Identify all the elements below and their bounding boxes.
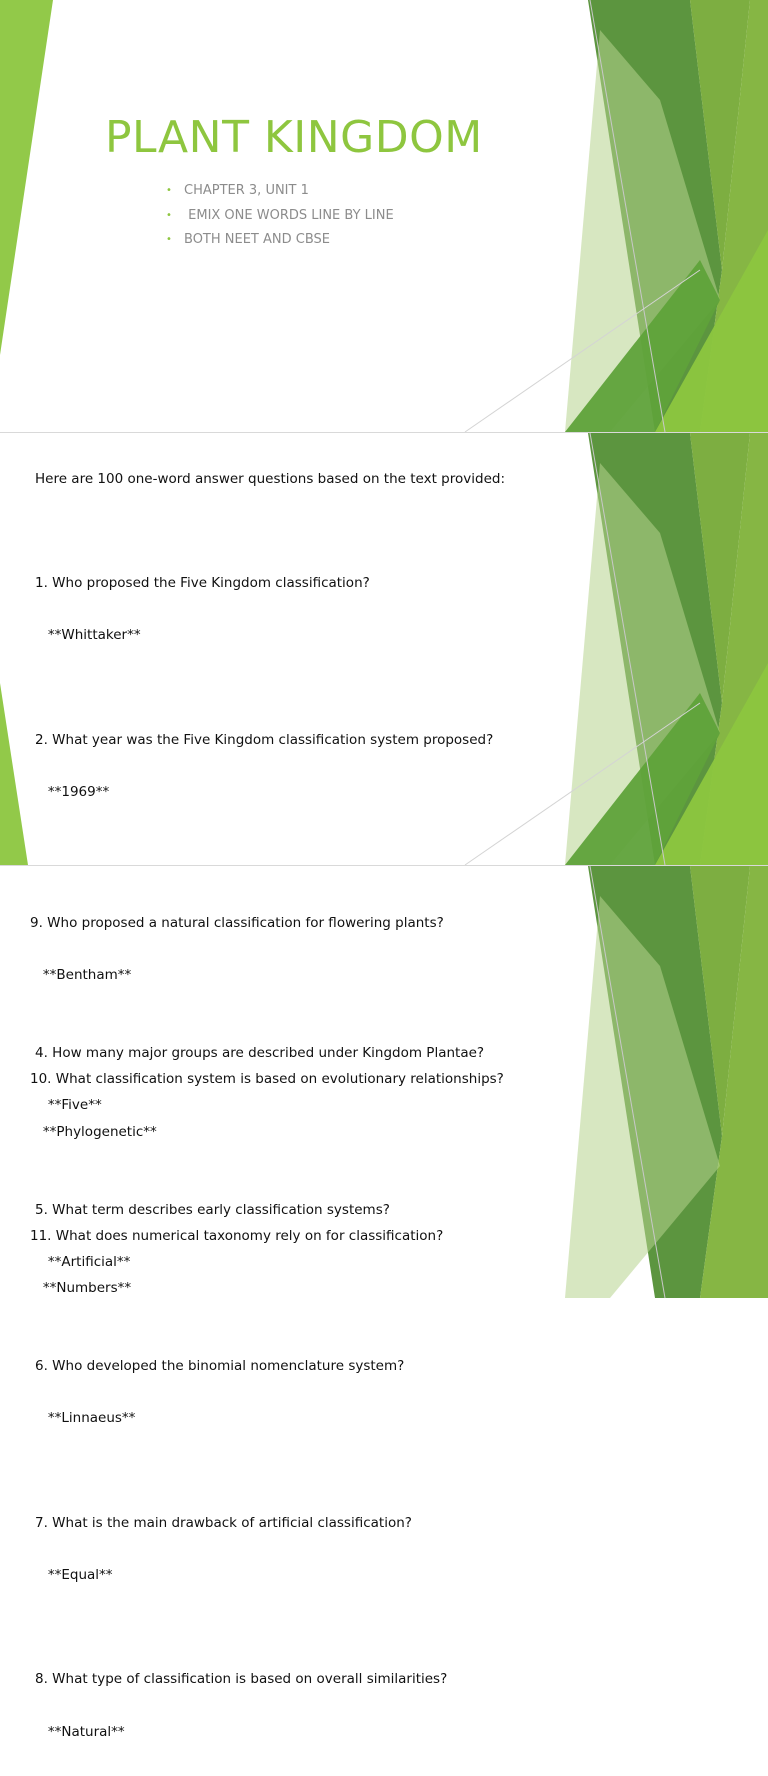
bullet-item [166,206,394,231]
question-text: 4. How many major groups are described under Kingdom Plantae? [35,1045,485,1062]
bullet-list [166,181,394,255]
answer-text: **Whittaker** [47,627,141,644]
question-text: 2. What year was the Five Kingdom classification system proposed? [35,731,494,748]
question-text: 5. What term describes early classification systems? [35,1201,390,1218]
qa-block [30,880,504,1332]
bullet-text: CHAPTER 3, UNIT 1 [184,183,309,198]
slide-title [0,0,768,432]
answer-text: **Artificial** [47,1253,131,1270]
bullet-text: EMIX ONE WORDS LINE BY LINE [184,207,394,223]
answer-text: **Five** [47,1097,102,1114]
question-text: 10. What classification system is based on evolutionary relationships? [30,1071,504,1088]
bullet-item [166,230,394,255]
bullet-text: BOTH NEET AND CBSE [184,232,330,247]
answer-text: **Equal** [47,1567,113,1584]
answer-text: **Bentham** [42,967,132,984]
question-text: 7. What is the main drawback of artificial classification? [35,1514,412,1531]
answer-text: **Numbers** [42,1280,132,1297]
question-text: 8. What type of classification is based on overall similarities? [35,1671,448,1688]
intro-text: Here are 100 one-word answer questions based on the text provided: [35,470,506,487]
answer-text: **Linnaeus** [47,1410,136,1427]
bullet-dot-icon: • [166,234,172,245]
bullet-dot-icon: • [166,185,172,196]
answer-text: **Natural** [47,1723,125,1740]
question-text: 6. Who developed the binomial nomenclature system? [35,1358,405,1375]
question-text: 9. Who proposed a natural classification for flowering plants? [30,914,444,931]
bullet-item [166,181,394,206]
question-text: 11. What does numerical taxonomy rely on for classification? [30,1228,444,1245]
page-title: PLANT KINGDOM [105,112,483,163]
answer-text: **1969** [47,784,110,801]
question-text: 1. Who proposed the Five Kingdom classification? [35,575,370,592]
bullet-dot-icon: • [166,209,172,221]
answer-text: **Phylogenetic** [42,1123,157,1140]
